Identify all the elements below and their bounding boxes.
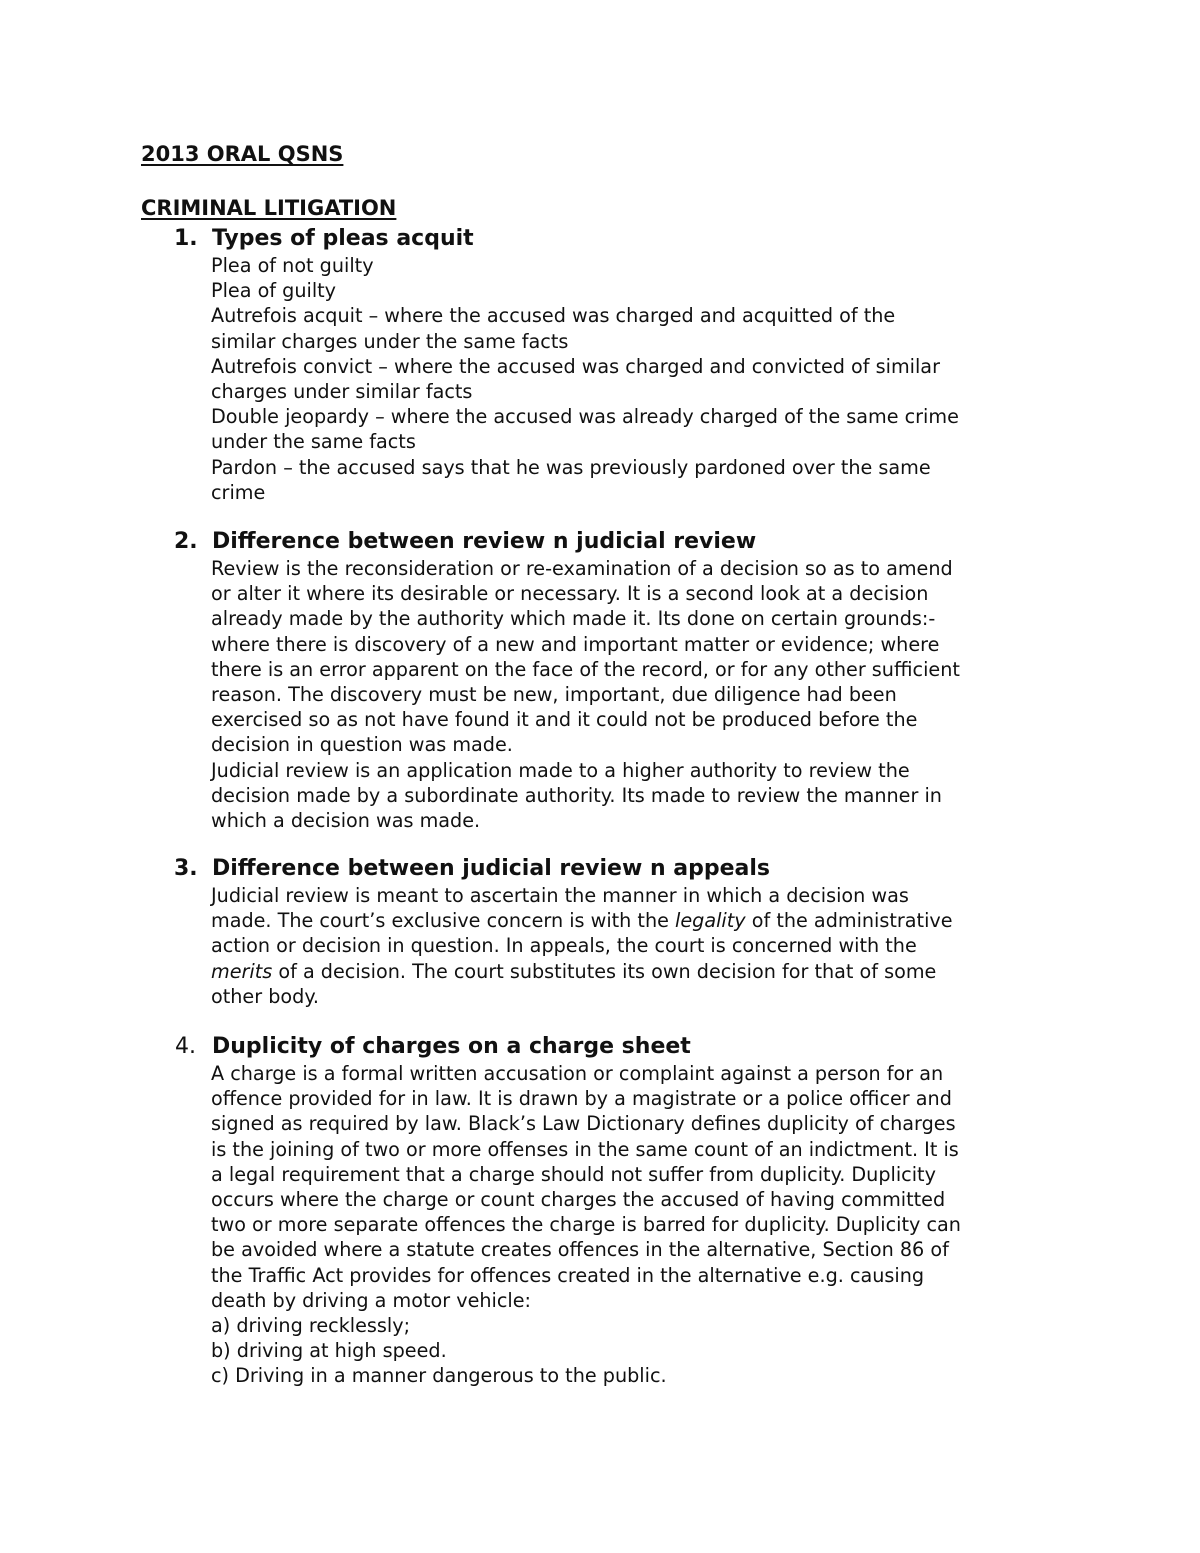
question-number: 2. — [174, 529, 198, 554]
body-line: where there is discovery of a new and important matter or evidence; where — [211, 632, 940, 656]
text-run: Judicial review is meant to ascertain the manner in which a decision was — [211, 884, 909, 907]
section-heading: CRIMINAL LITIGATION — [141, 196, 397, 220]
body-line: under the same facts — [211, 430, 416, 454]
question-body — [211, 556, 1071, 833]
question-header — [0, 527, 1200, 556]
list-item: b) driving at high speed. — [211, 1339, 447, 1363]
list-item: a) driving recklessly; — [211, 1314, 411, 1338]
question-title: Duplicity of charges on a charge sheet — [212, 1034, 691, 1059]
question-title: Types of pleas acquit — [212, 226, 474, 251]
body-line: Autrefois acquit – where the accused was charged and acquitted of the — [211, 304, 896, 328]
text-run: other body. — [211, 984, 320, 1008]
question-1 — [0, 224, 1200, 505]
emphasis-text: merits — [211, 959, 273, 983]
document-title: 2013 ORAL QSNS — [141, 142, 344, 166]
body-line: which a decision was made. — [211, 809, 481, 833]
text-run: of a decision. The court substitutes its own decision for that of some — [272, 959, 937, 983]
body-line — [211, 984, 1071, 1009]
text-run: of the administrative — [745, 909, 953, 933]
question-2 — [0, 527, 1200, 833]
body-line: reason. The discovery must be new, important, due diligence had been — [211, 683, 897, 707]
question-number: 4. — [175, 1034, 196, 1059]
body-line: Plea of not guilty — [211, 254, 374, 277]
body-line: the Traffic Act provides for offences created in the alternative e.g. causing — [211, 1263, 925, 1287]
body-line: Double jeopardy – where the accused was already charged of the same crime — [211, 405, 959, 429]
body-line: death by driving a motor vehicle: — [211, 1288, 532, 1312]
text-run: action or decision in question. In appeals, the court is concerned with the — [211, 934, 917, 958]
emphasis-text: legality — [675, 909, 746, 933]
body-line: crime — [211, 480, 266, 504]
body-line: Pardon – the accused says that he was previously pardoned over the same — [211, 455, 931, 479]
body-line: is the joining of two or more offenses in the same count of an indictment. It is — [211, 1137, 959, 1161]
text-run: made. The court’s exclusive concern is with the — [211, 909, 676, 933]
body-line: Plea of guilty — [211, 279, 337, 303]
body-line: exercised so as not have found it and it could not be produced before the — [211, 708, 918, 732]
body-line: signed as required by law. Black’s Law Dictionary defines duplicity of charges — [211, 1112, 956, 1136]
question-3 — [0, 854, 1200, 1009]
question-body — [211, 253, 1071, 505]
body-line: decision in question was made. — [211, 733, 513, 757]
question-number: 3. — [174, 856, 198, 881]
body-line — [211, 933, 1071, 958]
body-line: two or more separate offences the charge is barred for duplicity. Duplicity can — [211, 1213, 961, 1237]
question-4 — [0, 1032, 1200, 1389]
list-item: c) Driving in a manner dangerous to the public. — [211, 1364, 667, 1388]
body-line: decision made by a subordinate authority. Its made to review the manner in — [211, 783, 942, 807]
question-title: Difference between judicial review n appeals — [212, 856, 771, 881]
body-line: a legal requirement that a charge should not suffer from duplicity. Duplicity — [211, 1162, 936, 1186]
body-line — [211, 883, 1071, 908]
body-line — [211, 959, 1071, 984]
body-line: occurs where the charge or count charges the accused of having committed — [211, 1188, 946, 1212]
question-header — [0, 854, 1200, 883]
question-title: Difference between review n judicial review — [212, 529, 757, 554]
body-line: already made by the authority which made it. Its done on certain grounds:- — [211, 607, 936, 631]
body-line: there is an error apparent on the face of the record, or for any other sufficient — [211, 657, 960, 681]
question-body — [211, 883, 1071, 1009]
body-line: offence provided for in law. It is drawn by a magistrate or a police officer and — [211, 1087, 952, 1111]
question-number: 1. — [174, 226, 198, 251]
question-header — [0, 1032, 1200, 1061]
body-line: similar charges under the same facts — [211, 329, 569, 353]
body-line: Review is the reconsideration or re-examination of a decision so as to amend — [211, 557, 953, 580]
body-line: charges under similar facts — [211, 380, 473, 404]
body-line — [211, 908, 1071, 933]
question-header — [0, 224, 1200, 253]
body-line: Judicial review is an application made to a higher authority to review the — [211, 758, 910, 782]
body-line: be avoided where a statute creates offences in the alternative, Section 86 of — [211, 1238, 949, 1262]
body-line: or alter it where its desirable or necessary. It is a second look at a decision — [211, 582, 929, 606]
question-body — [211, 1061, 1071, 1389]
body-line: A charge is a formal written accusation or complaint against a person for an — [211, 1062, 944, 1085]
body-line: Autrefois convict – where the accused was charged and convicted of similar — [211, 354, 940, 378]
